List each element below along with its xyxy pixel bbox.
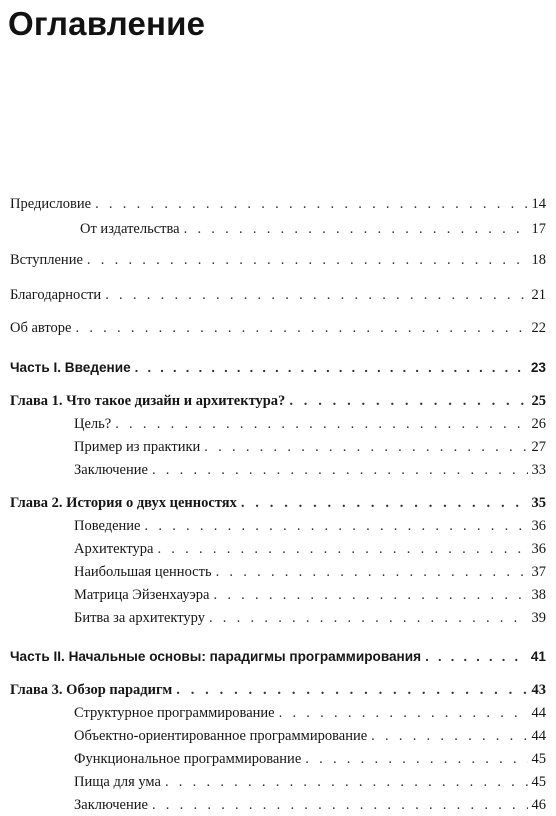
toc-section-entry[interactable] [74,749,546,769]
toc-page-number: 44 [531,705,546,721]
toc-page-number: 17 [531,221,546,237]
toc-section-entry[interactable] [74,460,546,480]
toc-entry-title: Об авторе [10,320,72,336]
toc-chapter-entry[interactable] [10,391,546,411]
dot-leader [204,437,527,457]
dot-leader [184,219,528,239]
toc-entry-title: Заключение [74,797,148,813]
toc-page-number: 39 [531,610,546,626]
toc-section-entry[interactable] [74,516,546,536]
dot-leader [176,680,527,700]
toc-page-number: 38 [531,587,546,603]
toc-entry-title: Пример из практики [74,439,201,455]
toc-page-number: 21 [531,287,546,303]
toc-entry-title: Битва за архитектуру [74,610,205,626]
toc-section-entry[interactable] [74,608,546,628]
toc-page-number: 37 [531,564,546,580]
toc-section-entry[interactable] [10,194,546,214]
toc-section-entry[interactable] [74,539,546,559]
dot-leader [95,194,527,214]
toc-section-entry[interactable] [80,219,546,239]
toc-entry-title: Функциональное программирование [74,751,302,767]
dot-leader [289,391,527,411]
toc-section-entry[interactable] [74,562,546,582]
dot-leader [152,795,528,815]
toc-entry-title: Глава 1. Что такое дизайн и архитектура? [10,393,286,409]
toc-page-number: 25 [531,393,546,409]
toc-entry-title: Поведение [74,518,141,534]
toc-section-entry[interactable] [10,250,546,270]
toc-page-number: 35 [531,495,546,511]
dot-leader [305,749,527,769]
toc-page-number: 41 [530,649,546,664]
toc-section-entry[interactable] [74,437,546,457]
dot-leader [135,358,527,378]
toc-section-entry[interactable] [74,703,546,723]
toc-entry-title: Цель? [74,416,112,432]
toc-page-number: 14 [531,196,546,212]
toc-chapter-entry[interactable] [10,680,546,700]
dot-leader [157,539,527,559]
dot-leader [371,726,527,746]
toc-entry-title: Предисловие [10,196,92,212]
toc-entry-title: Глава 3. Обзор парадигм [10,682,173,698]
toc-entry-title: Пища для ума [74,774,161,790]
toc-section-entry[interactable] [74,772,546,792]
toc-entry-title: Наибольшая ценность [74,564,212,580]
toc-page-number: 22 [531,320,546,336]
page-title: Оглавление [8,5,206,42]
toc-page-number: 23 [530,360,546,375]
toc-entry-title: Архитектура [74,541,154,557]
dot-leader [279,703,528,723]
toc-part-entry[interactable] [10,647,546,667]
toc-entry-title: От издательства [80,221,180,237]
toc-entry-title: Глава 2. История о двух ценностях [10,495,237,511]
toc-page-number: 44 [531,728,546,744]
toc-page-number: 45 [531,774,546,790]
toc-section-entry[interactable] [74,795,546,815]
dot-leader [209,608,528,628]
toc-page-number: 45 [531,751,546,767]
dot-leader [241,493,528,513]
toc-section-entry[interactable] [10,318,546,338]
toc-entry-title: Часть II. Начальные основы: парадигмы программирования [10,649,422,664]
toc-section-entry[interactable] [74,585,546,605]
dot-leader [87,250,528,270]
toc-section-entry[interactable] [74,414,546,434]
dot-leader [145,516,528,536]
toc-entry-title: Матрица Эйзенхауэра [74,587,210,603]
toc-section-entry[interactable] [74,726,546,746]
dot-leader [152,460,528,480]
toc-page-number: 26 [531,416,546,432]
dot-leader [115,414,527,434]
toc-entry-title: Вступление [10,252,83,268]
toc-entry-title: Заключение [74,462,148,478]
dot-leader [216,562,528,582]
dot-leader [425,647,527,667]
toc-page-number: 36 [531,541,546,557]
toc-entry-title: Объектно-ориентированное программирование [74,728,368,744]
dot-leader [165,772,528,792]
toc-chapter-entry[interactable] [10,493,546,513]
dot-leader [105,285,527,305]
toc-page-number: 43 [531,682,546,698]
toc-entry-title: Структурное программирование [74,705,275,721]
toc-page-number: 46 [531,797,546,813]
dot-leader [213,585,527,605]
toc-entry-title: Часть I. Введение [10,360,131,375]
toc-part-entry[interactable] [10,358,546,378]
toc-entry-title: Благодарности [10,287,102,303]
toc-page-number: 36 [531,518,546,534]
toc-page-number: 27 [531,439,546,455]
dot-leader [75,318,527,338]
toc-section-entry[interactable] [10,285,546,305]
toc-page-number: 33 [531,462,546,478]
toc-page-number: 18 [531,252,546,268]
